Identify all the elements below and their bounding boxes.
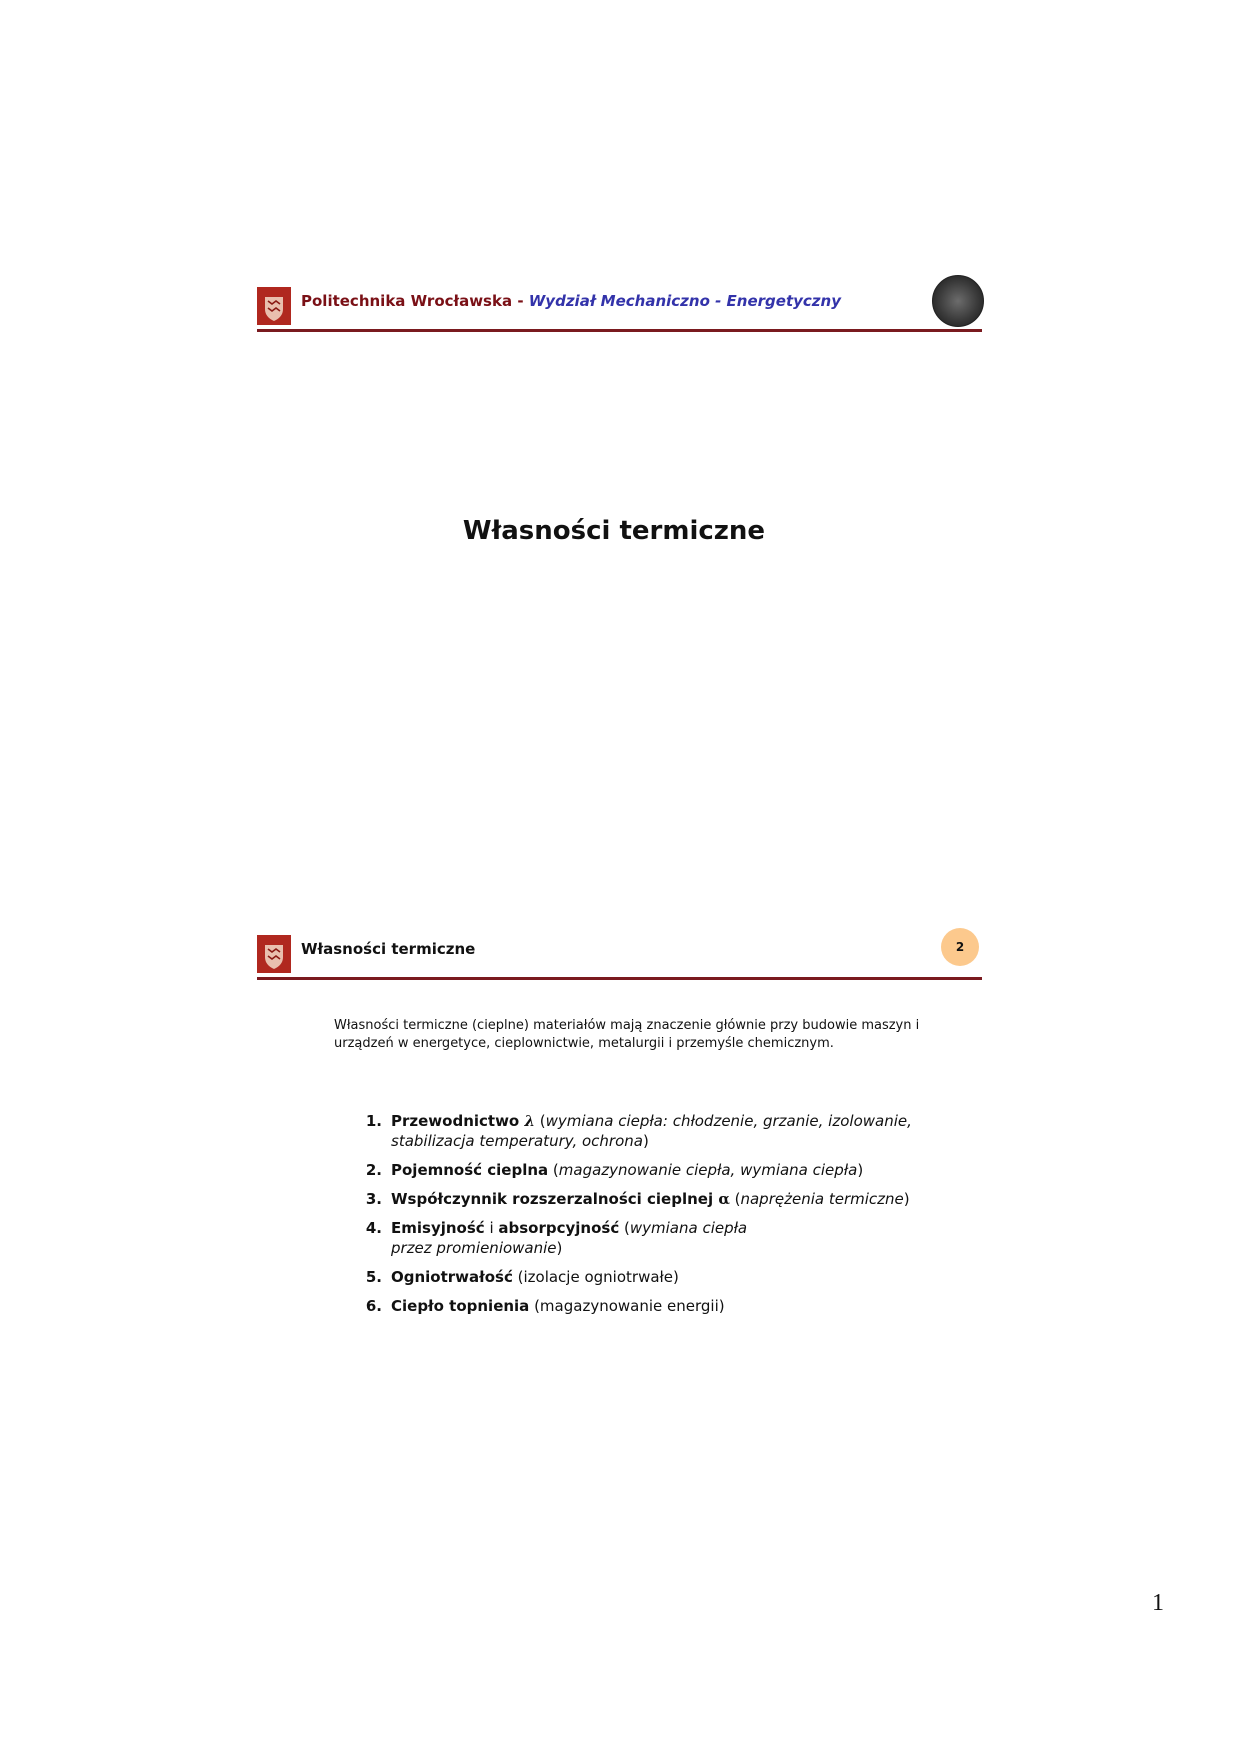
intro-paragraph: Własności termiczne (cieplne) materiałów mają znaczenie głównie przy budowie maszyn i urządzeń w energetyce, cieplownictwie, metalurgii i przemyśle chemicznym. <box>334 1018 920 1051</box>
properties-list <box>355 1111 915 1325</box>
header-rule <box>257 977 982 980</box>
list-item: 1. Przewodnictwo λ (wymiana ciepła: chłodzenie, grzanie, izolowanie, stabilizacja temperatury, ochrona) <box>365 1112 912 1150</box>
university-logo-icon <box>257 287 291 325</box>
university-name: Politechnika Wrocławska <box>301 292 513 310</box>
list-item: 6. Ciepło topnienia (magazynowanie energii) <box>365 1297 725 1315</box>
slide1-title: Własności termiczne <box>462 516 766 546</box>
faculty-name: Wydział Mechaniczno - Energetyczny <box>528 292 841 310</box>
faculty-emblem-icon <box>932 275 984 327</box>
page-number: 1 <box>1152 1590 1164 1616</box>
list-item: 5. Ogniotrwałość (izolacje ogniotrwałe) <box>365 1268 679 1286</box>
university-logo-icon <box>257 935 291 973</box>
list-item: 4. Emisyjność i absorpcyjność (wymiana ciepła przez promieniowanie) <box>365 1219 748 1257</box>
slide2-header-title: Własności termiczne <box>301 940 476 958</box>
slide1-header-title <box>301 292 841 310</box>
header-separator: - <box>512 292 529 310</box>
header-rule <box>257 329 982 332</box>
list-item: 3. Współczynnik rozszerzalności cieplnej α (naprężenia termiczne) <box>365 1190 910 1208</box>
list-item: 2. Pojemność cieplna (magazynowanie ciepła, wymiana ciepła) <box>365 1161 864 1179</box>
slide-number-badge: 2 <box>941 928 979 966</box>
